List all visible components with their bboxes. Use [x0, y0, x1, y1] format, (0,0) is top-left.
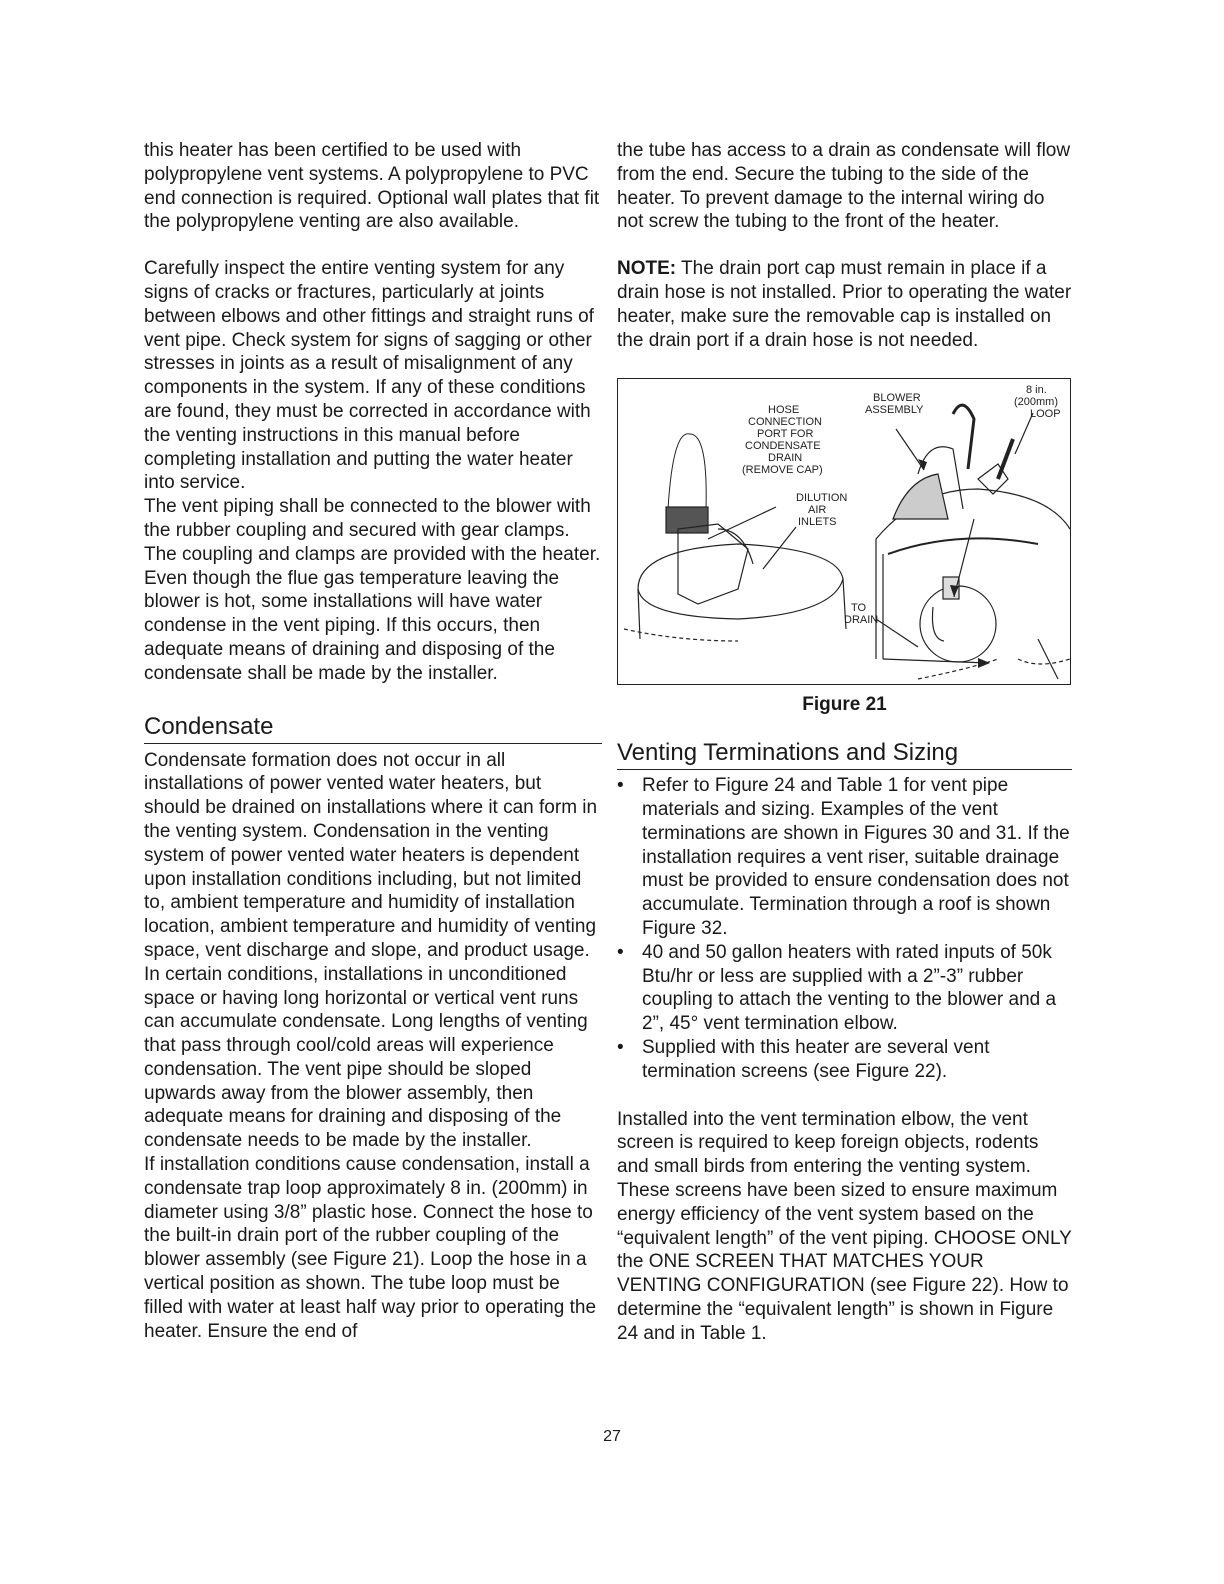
list-item: • Refer to Figure 24 and Table 1 for vent pipe materials and sizing. Examples of the vent terminations are shown in Figures 30 and 31. If the installation requires a vent riser, suitable drainage must be provided to ensure condensation does not accumulate. Termination through a roof is shown Figure 32. — [617, 775, 1070, 939]
blower-label-2: ASSEMBLY — [865, 404, 924, 417]
dilution-label-2: AIR — [808, 504, 827, 517]
flue-gas-paragraph: Even though the flue gas temperature leaving the blower is hot, some installations will have water condense in the vent piping. If this occurs, then adequate means of draining and disposing of the condensate shall be made by the installer. — [144, 567, 560, 684]
hose-label-5: DRAIN — [768, 452, 803, 465]
hose-label-3: PORT FOR — [757, 428, 814, 441]
note-paragraph — [617, 257, 1072, 352]
bullet-icon: • — [617, 775, 624, 797]
hose-label-1: HOSE — [768, 404, 800, 417]
list-item: • 40 and 50 gallon heaters with rated inputs of 50k Btu/hr or less are supplied with a 2”-3” rubber coupling to attach the venting to the blower and a 2”, 45° vent termination elbow. — [617, 941, 1057, 1035]
drain-label-2: DRAIN — [844, 614, 879, 627]
tube-paragraph: the tube has access to a drain as condensate will flow from the end. Secure the tubing to the side of the heater. To prevent damage to the internal wiring do not screw the tubing to the front of the heater. — [617, 140, 1071, 233]
figure-caption: Figure 21 — [802, 694, 887, 716]
note-text: The drain port cap must remain in place if a drain hose is not installed. Prior to operating the water heater, make sure the removable cap is installed on the drain port if a drain hose is not needed. — [617, 258, 1072, 351]
intro-paragraph: this heater has been certified to be used with polypropylene vent systems. A polypropylene to PVC end connection is required. Optional wall plates that fit the polypropylene venting are also available. — [144, 140, 600, 233]
bullet-icon: • — [617, 1036, 624, 1058]
note-label: NOTE: — [617, 258, 677, 280]
loop-label-3: LOOP — [1030, 408, 1061, 421]
loop-label-2: (200mm) — [1014, 396, 1059, 409]
page-number: 27 — [603, 1428, 621, 1445]
right-column — [617, 139, 1072, 1346]
condensate-trap-paragraph: If installation conditions cause condensation, install a condensate trap loop approximately 8 in. (200mm) in diameter using 3/8” plastic hose. Connect the hose to the built-in drain port of the rubber coupling of the blower assembly (see Figure 21). Loop the hose in a vertical position as shown. The tube loop must be filled with water at least half way prior to operating the heater. Ensure the end of — [144, 1154, 597, 1342]
vent-piping-paragraph: The vent piping shall be connected to the blower with the rubber coupling and secured with gear clamps. The coupling and clamps are provided with the heater. — [144, 496, 601, 565]
figure-21 — [617, 378, 1071, 685]
drain-label-1: TO — [851, 602, 867, 615]
loop-label-1: 8 in. — [1026, 384, 1047, 397]
venting-bullet-list — [617, 774, 1072, 1083]
condensate-paragraph: Condensate formation does not occur in all installations of power vented water heaters, but should be drained on installations where it can form in the venting system. Condensation in the venting system of power vented water heaters is dependent upon installation conditions including, but not limited to, ambient temperature and humidity of installation location, ambient temperature and humidity of venting space, vent discharge and slope, and product usage. In certain conditions, installations in unconditioned space or having long horizontal or vertical vent runs can accumulate condensate. Long lengths of venting that pass through cool/cold areas will experience condensation. The vent pipe should be sloped upwards away from the blower assembly, then adequate means for draining and disposing of the condensate needs to be made by the installer. — [144, 749, 598, 1152]
blower-label-1: BLOWER — [873, 392, 921, 405]
left-column — [144, 139, 602, 1343]
venting-heading: Venting Terminations and Sizing — [617, 738, 1072, 770]
hose-label-6: (REMOVE CAP) — [742, 464, 823, 477]
hose-label-4: CONDENSATE — [745, 440, 821, 453]
condensate-heading: Condensate — [144, 712, 602, 744]
hose-label-2: CONNECTION — [748, 416, 822, 429]
dilution-label-3: INLETS — [798, 516, 837, 529]
list-item: • Supplied with this heater are several vent termination screens (see Figure 22). — [617, 1036, 990, 1082]
vent-screen-paragraph: Installed into the vent termination elbow, the vent screen is required to keep foreign objects, rodents and small birds from entering the venting system. These screens have been sized to ensure maximum energy efficiency of the vent system based on the “equivalent length” of the vent piping. CHOOSE ONLY the ONE SCREEN THAT MATCHES YOUR VENTING CONFIGURATION (see Figure 22). How to determine the “equivalent length” is shown in Figure 24 and in Table 1. — [617, 1108, 1072, 1344]
bullet-icon: • — [617, 941, 624, 963]
water-heater-illustration — [618, 379, 1070, 684]
inspect-paragraph: Carefully inspect the entire venting system for any signs of cracks or fractures, particularly at joints between elbows and other fittings and straight runs of vent pipe. Check system for signs of sagging or other stresses in joints as a result of misalignment of any components in the system. If any of these conditions are found, they must be corrected in accordance with the venting instructions in this manual before completing installation and putting the water heater into service. — [144, 258, 594, 494]
dilution-label-1: DILUTION — [796, 492, 848, 505]
